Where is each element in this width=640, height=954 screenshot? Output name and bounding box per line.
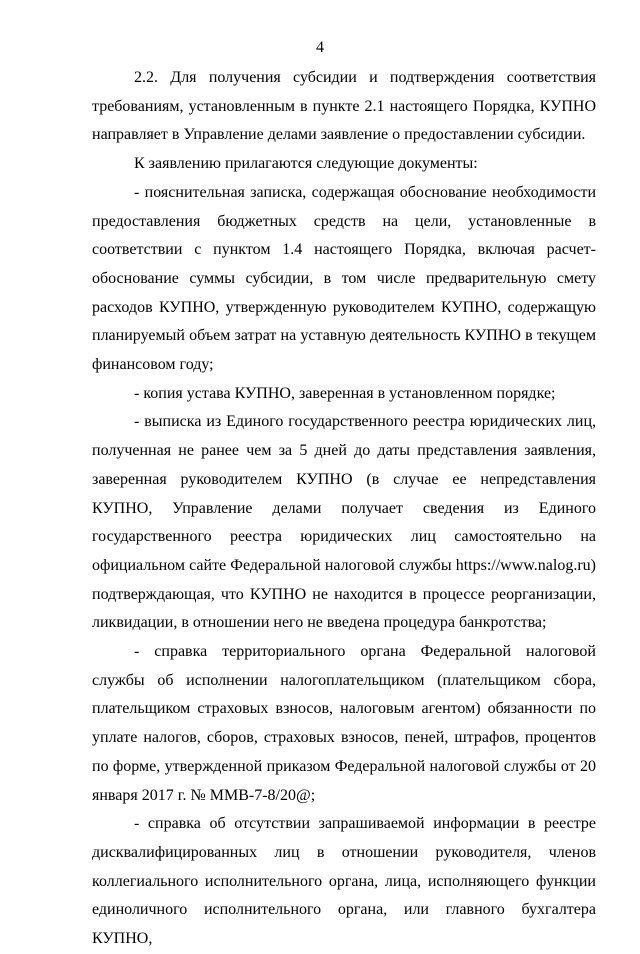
list-item-disqualification-certificate: - справка об отсутствии запрашиваемой информации в реестре дисквалифицированных лиц в отношении руководителя, членов коллегиального исполнительного органа, лица, исполняющего функции единоличного исполнительного органа, или главного бухгалтера КУПНО, bbox=[92, 815, 596, 948]
document-body bbox=[92, 64, 596, 954]
paragraph-attachments-intro: К заявлению прилагаются следующие документы: bbox=[134, 155, 478, 173]
page-number: 4 bbox=[316, 39, 324, 56]
list-item-explanatory-note: - пояснительная записка, содержащая обоснование необходимости предоставления бюджетных средств на цели, установленные в соответствии с пунктом 1.4 настоящего Порядка, включая расчет-обоснование суммы субсидии, в том числе предварительную смету расходов КУПНО, утвержденную руководителем КУПНО, содержащую планируемый объем затрат на уставную деятельность КУПНО в текущем финансовом году; bbox=[92, 183, 596, 374]
paragraph-2-2: 2.2. Для получения субсидии и подтверждения соответствия требованиям, установленным в пункте 2.1 настоящего Порядка, КУПНО направляет в Управление делами заявление о предоставлении субсидии. bbox=[92, 69, 596, 144]
list-item-charter-copy: - копия устава КУПНО, заверенная в установленном порядке; bbox=[134, 384, 556, 402]
list-item-egrul-extract: - выписка из Единого государственного реестра юридических лиц, полученная не ранее чем за 5 дней до даты представления заявления, заверенная руководителем КУПНО (в случае ее непредставления КУПНО, Управление делами получает сведения из Единого государственного реестра юридических лиц самостоятельно на официальном сайте Федеральной налоговой службы https://www.nalog.ru) подтверждающая, что КУПНО не находится в процессе реорганизации, ликвидации, в отношении него не введена процедура банкротства; bbox=[92, 413, 596, 632]
list-item-tax-certificate: - справка территориального органа Федеральной налоговой службы об исполнении налогоплательщиком (плательщиком сбора, плательщиком страховых взносов, налоговым агентом) обязанности по уплате налогов, сборов, страховых взносов, пеней, штрафов, процентов по форме, утвержденной приказом Федеральной налоговой службы от 20 января 2017 г. № ММВ-7-8/20@; bbox=[92, 643, 596, 804]
